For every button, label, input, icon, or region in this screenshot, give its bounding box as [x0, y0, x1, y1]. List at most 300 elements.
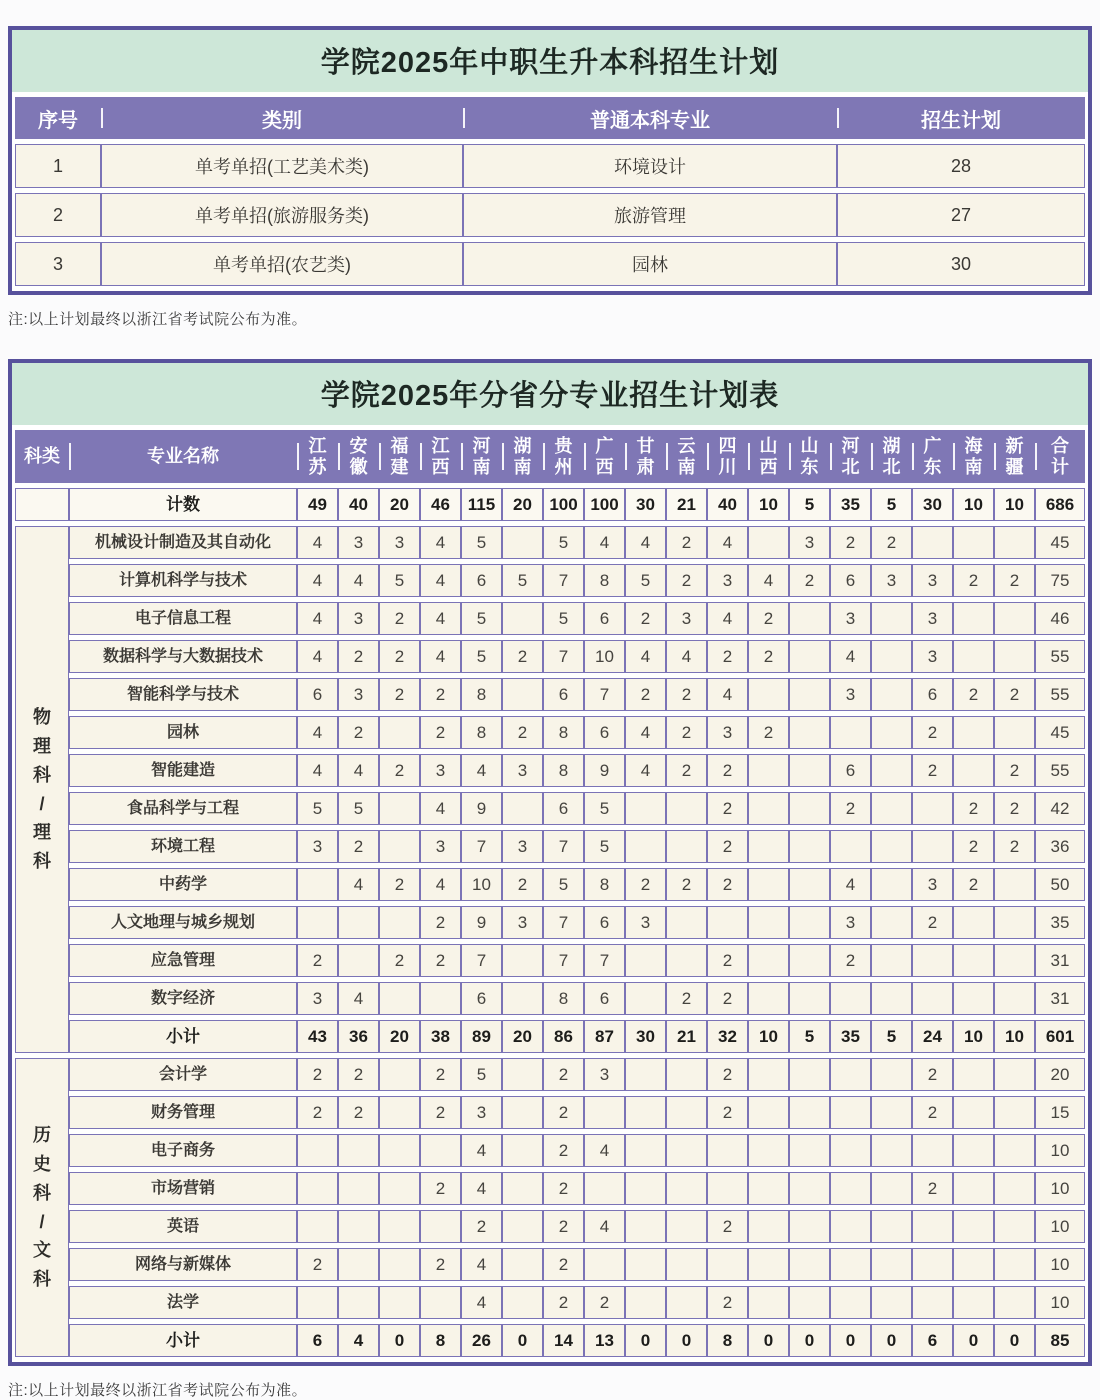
t2-value-cell: 4 — [461, 1134, 502, 1167]
t2-value-cell: 21 — [666, 488, 707, 521]
t2-value-cell: 3 — [625, 906, 666, 939]
t1-index-cell: 3 — [15, 242, 101, 286]
total-col-header — [1035, 430, 1085, 483]
t2-value-cell — [953, 1172, 994, 1205]
t2-value-cell — [338, 1134, 379, 1167]
t2-value-cell: 3 — [912, 640, 953, 673]
t2-value-cell — [789, 830, 830, 863]
t2-value-cell: 3 — [707, 564, 748, 597]
char: 江 — [308, 436, 327, 456]
t2-value-cell — [953, 944, 994, 977]
t2-value-cell — [666, 1248, 707, 1281]
t2-total-cell: 50 — [1035, 868, 1085, 901]
t2-total-cell: 46 — [1035, 602, 1085, 635]
t2-value-cell — [625, 1172, 666, 1205]
char: 科 — [33, 851, 51, 872]
t2-value-cell: 5 — [625, 564, 666, 597]
t2-total-cell: 10 — [1035, 1134, 1085, 1167]
t2-value-cell: 9 — [461, 906, 502, 939]
t2-value-cell: 5 — [379, 564, 420, 597]
char: 北 — [882, 456, 901, 477]
t2-value-cell: 2 — [502, 716, 543, 749]
t2-value-cell: 7 — [461, 830, 502, 863]
t2-value-cell: 3 — [420, 754, 461, 787]
table1-row — [15, 144, 1085, 188]
t2-value-cell — [871, 640, 912, 673]
t2-value-cell: 3 — [830, 602, 871, 635]
province-col-header-13 — [789, 430, 830, 483]
t2-value-cell — [789, 1134, 830, 1167]
t2-value-cell — [502, 1134, 543, 1167]
t2-value-cell — [871, 792, 912, 825]
t2-value-cell: 0 — [994, 1324, 1035, 1357]
t2-value-cell — [379, 1134, 420, 1167]
t2-value-cell — [502, 792, 543, 825]
t2-value-cell — [666, 1286, 707, 1319]
t2-value-cell — [994, 640, 1035, 673]
t2-value-cell: 2 — [666, 564, 707, 597]
t2-value-cell: 14 — [543, 1324, 584, 1357]
t2-major-cell: 机械设计制造及其自动化 — [69, 526, 297, 559]
t2-value-cell: 7 — [543, 564, 584, 597]
char: 疆 — [1005, 456, 1024, 477]
t2-value-cell — [994, 982, 1035, 1015]
t2-value-cell: 2 — [994, 754, 1035, 787]
t2-value-cell — [994, 1248, 1035, 1281]
t2-value-cell — [707, 1248, 748, 1281]
t2-value-cell: 8 — [461, 716, 502, 749]
t2-value-cell: 2 — [297, 1096, 338, 1129]
t1-category-cell: 单考单招(旅游服务类) — [101, 193, 463, 237]
t2-major-cell: 英语 — [69, 1210, 297, 1243]
t2-value-cell — [502, 1172, 543, 1205]
table2 — [15, 425, 1085, 1362]
t2-value-cell — [379, 1172, 420, 1205]
t2-value-cell — [830, 1210, 871, 1243]
t2-value-cell: 3 — [502, 754, 543, 787]
t2-value-cell: 0 — [953, 1324, 994, 1357]
t2-value-cell: 2 — [953, 868, 994, 901]
t2-value-cell: 6 — [584, 602, 625, 635]
t2-total-cell: 31 — [1035, 982, 1085, 1015]
char: / — [39, 1211, 45, 1232]
t2-value-cell — [830, 1286, 871, 1319]
t2-value-cell: 2 — [707, 982, 748, 1015]
char: 西 — [759, 456, 778, 477]
province-col-header-9 — [625, 430, 666, 483]
t2-total-cell: 10 — [1035, 1248, 1085, 1281]
t2-value-cell: 0 — [748, 1324, 789, 1357]
t2-value-cell: 5 — [461, 1058, 502, 1091]
t2-value-cell: 8 — [584, 564, 625, 597]
t2-major-row — [15, 602, 1085, 635]
t2-value-cell: 2 — [912, 1058, 953, 1091]
t2-value-cell: 4 — [338, 564, 379, 597]
t2-value-cell: 7 — [584, 944, 625, 977]
t2-value-cell — [748, 1096, 789, 1129]
t2-value-cell: 2 — [379, 754, 420, 787]
t2-value-cell — [297, 1210, 338, 1243]
t2-value-cell: 35 — [830, 488, 871, 521]
t2-value-cell — [338, 944, 379, 977]
t2-value-cell: 4 — [707, 602, 748, 635]
t2-value-cell: 2 — [379, 678, 420, 711]
char: 甘 — [636, 436, 655, 456]
t2-value-cell: 2 — [420, 678, 461, 711]
t2-major-cell: 数字经济 — [69, 982, 297, 1015]
t2-value-cell: 2 — [707, 1058, 748, 1091]
t2-value-cell — [748, 1172, 789, 1205]
t2-value-cell: 0 — [502, 1324, 543, 1357]
count-row-label: 计数 — [69, 488, 297, 521]
t2-value-cell — [666, 1134, 707, 1167]
t2-value-cell — [707, 906, 748, 939]
t2-total-cell: 45 — [1035, 716, 1085, 749]
t2-value-cell: 2 — [502, 640, 543, 673]
t2-value-cell: 8 — [543, 716, 584, 749]
char: 东 — [800, 456, 819, 477]
t2-value-cell: 2 — [338, 1096, 379, 1129]
char: 科 — [33, 1182, 51, 1203]
t2-value-cell: 4 — [584, 526, 625, 559]
t2-total-cell: 55 — [1035, 754, 1085, 787]
t2-value-cell: 2 — [666, 526, 707, 559]
t2-major-cell: 食品科学与工程 — [69, 792, 297, 825]
t2-value-cell — [748, 1286, 789, 1319]
t2-value-cell: 4 — [420, 792, 461, 825]
t2-value-cell — [994, 1096, 1035, 1129]
t2-value-cell — [789, 1248, 830, 1281]
province-col-header-16 — [912, 430, 953, 483]
t2-value-cell: 46 — [420, 488, 461, 521]
t2-value-cell — [502, 526, 543, 559]
t2-value-cell: 24 — [912, 1020, 953, 1053]
t2-value-cell — [871, 1248, 912, 1281]
t2-value-cell — [994, 1134, 1035, 1167]
t2-value-cell: 36 — [338, 1020, 379, 1053]
t2-value-cell — [871, 1286, 912, 1319]
t2-value-cell — [748, 792, 789, 825]
t2-value-cell: 87 — [584, 1020, 625, 1053]
t2-value-cell — [379, 792, 420, 825]
t2-value-cell: 6 — [912, 1324, 953, 1357]
t2-major-row — [15, 1286, 1085, 1319]
t2-value-cell — [748, 678, 789, 711]
t1-major-cell: 旅游管理 — [463, 193, 837, 237]
t2-value-cell — [871, 944, 912, 977]
char: 安 — [349, 436, 368, 456]
t2-value-cell: 5 — [502, 564, 543, 597]
t2-value-cell: 4 — [297, 564, 338, 597]
t2-value-cell: 0 — [379, 1324, 420, 1357]
t2-value-cell: 10 — [584, 640, 625, 673]
t2-major-cell: 法学 — [69, 1286, 297, 1319]
province-col-header-15 — [871, 430, 912, 483]
t2-value-cell — [748, 906, 789, 939]
char: 合 — [1051, 436, 1069, 456]
t2-value-cell — [502, 944, 543, 977]
t2-value-cell — [789, 944, 830, 977]
char: 湖 — [882, 436, 901, 456]
t2-total-cell: 42 — [1035, 792, 1085, 825]
t2-value-cell: 49 — [297, 488, 338, 521]
t2-value-cell — [830, 1134, 871, 1167]
char: 苏 — [308, 456, 327, 477]
char: 川 — [718, 456, 737, 477]
t2-value-cell: 2 — [912, 1172, 953, 1205]
t2-value-cell — [912, 1286, 953, 1319]
t2-value-cell — [379, 830, 420, 863]
t2-major-row — [15, 526, 1085, 559]
char: 新 — [1005, 436, 1024, 456]
t2-value-cell: 9 — [584, 754, 625, 787]
t2-value-cell — [830, 1058, 871, 1091]
t2-value-cell: 3 — [830, 678, 871, 711]
t2-value-cell: 2 — [871, 526, 912, 559]
t2-value-cell: 10 — [748, 1020, 789, 1053]
t2-value-cell: 2 — [625, 678, 666, 711]
t2-value-cell: 4 — [297, 526, 338, 559]
t2-value-cell: 6 — [543, 792, 584, 825]
t2-value-cell: 3 — [420, 830, 461, 863]
t2-value-cell — [297, 868, 338, 901]
t2-value-cell: 2 — [297, 1248, 338, 1281]
t2-total-cell: 55 — [1035, 640, 1085, 673]
t2-value-cell: 2 — [994, 830, 1035, 863]
table2-wrapper — [8, 359, 1092, 1366]
t2-value-cell — [666, 1172, 707, 1205]
char: 贵 — [554, 436, 573, 456]
t2-total-cell: 75 — [1035, 564, 1085, 597]
t2-value-cell: 86 — [543, 1020, 584, 1053]
t2-value-cell — [338, 1172, 379, 1205]
t2-value-cell: 26 — [461, 1324, 502, 1357]
t2-value-cell: 20 — [379, 1020, 420, 1053]
t2-value-cell — [584, 1248, 625, 1281]
t2-value-cell — [912, 1248, 953, 1281]
t2-value-cell: 5 — [297, 792, 338, 825]
t2-value-cell — [912, 982, 953, 1015]
char: 海 — [964, 436, 983, 456]
t2-value-cell: 3 — [338, 526, 379, 559]
t2-value-cell: 2 — [420, 1058, 461, 1091]
t2-major-row — [15, 868, 1085, 901]
char: 山 — [800, 436, 819, 456]
t2-value-cell: 4 — [830, 640, 871, 673]
t2-value-cell: 9 — [461, 792, 502, 825]
char: 河 — [472, 436, 491, 456]
t2-major-row — [15, 1248, 1085, 1281]
t2-value-cell — [789, 906, 830, 939]
t2-value-cell — [338, 906, 379, 939]
t2-value-cell: 10 — [461, 868, 502, 901]
category-spacer-cell — [15, 488, 69, 521]
t2-value-cell — [871, 1096, 912, 1129]
t2-value-cell — [789, 716, 830, 749]
table1-row — [15, 242, 1085, 286]
t2-value-cell — [502, 1286, 543, 1319]
t2-value-cell — [625, 1286, 666, 1319]
t2-major-cell: 会计学 — [69, 1058, 297, 1091]
t2-value-cell — [830, 982, 871, 1015]
t2-value-cell: 2 — [994, 564, 1035, 597]
t2-value-cell — [830, 830, 871, 863]
t2-value-cell: 2 — [707, 640, 748, 673]
t2-value-cell — [789, 1058, 830, 1091]
t2-value-cell — [625, 830, 666, 863]
char: 西 — [595, 456, 614, 477]
t2-value-cell: 8 — [707, 1324, 748, 1357]
t2-value-cell: 4 — [297, 754, 338, 787]
t2-value-cell: 2 — [994, 792, 1035, 825]
t2-major-row — [15, 830, 1085, 863]
table1-wrapper — [8, 26, 1092, 295]
t2-value-cell: 4 — [420, 564, 461, 597]
t2-total-cell: 20 — [1035, 1058, 1085, 1091]
t2-value-cell — [994, 1172, 1035, 1205]
t2-value-cell — [953, 1210, 994, 1243]
t2-value-cell: 2 — [420, 906, 461, 939]
t2-value-cell: 4 — [707, 678, 748, 711]
t2-value-cell: 2 — [666, 716, 707, 749]
char: 江 — [431, 436, 450, 456]
t2-value-cell — [994, 906, 1035, 939]
t2-value-cell: 2 — [707, 1286, 748, 1319]
t2-value-cell: 4 — [461, 1286, 502, 1319]
t2-value-cell: 43 — [297, 1020, 338, 1053]
t2-value-cell: 3 — [379, 526, 420, 559]
t2-total-cell: 35 — [1035, 906, 1085, 939]
table1-col-header-2: 类别 — [101, 97, 463, 139]
t2-value-cell — [953, 1248, 994, 1281]
t2-value-cell — [912, 792, 953, 825]
t2-value-cell: 2 — [338, 716, 379, 749]
t2-major-cell: 环境工程 — [69, 830, 297, 863]
t2-value-cell: 2 — [912, 906, 953, 939]
table1-note: 注:以上计划最终以浙江省考试院公布为准。 — [8, 311, 308, 328]
t2-value-cell: 21 — [666, 1020, 707, 1053]
t2-value-cell — [625, 1134, 666, 1167]
t2-value-cell: 2 — [830, 792, 871, 825]
t2-value-cell: 2 — [707, 1210, 748, 1243]
t2-value-cell — [912, 1210, 953, 1243]
t2-value-cell — [379, 906, 420, 939]
t2-value-cell: 5 — [789, 488, 830, 521]
t2-value-cell: 5 — [584, 792, 625, 825]
t2-value-cell: 2 — [338, 1058, 379, 1091]
t2-value-cell — [625, 944, 666, 977]
t2-value-cell: 2 — [707, 792, 748, 825]
t1-category-cell: 单考单招(农艺类) — [101, 242, 463, 286]
char: 福 — [390, 436, 409, 456]
t2-value-cell: 2 — [912, 754, 953, 787]
t2-value-cell — [502, 982, 543, 1015]
province-col-header-10 — [666, 430, 707, 483]
t2-value-cell: 2 — [748, 640, 789, 673]
t2-value-cell — [953, 982, 994, 1015]
t2-value-cell: 2 — [625, 602, 666, 635]
t2-value-cell: 2 — [666, 678, 707, 711]
t2-value-cell — [830, 1096, 871, 1129]
major-col-header: 专业名称 — [69, 430, 297, 483]
t2-value-cell: 2 — [912, 716, 953, 749]
t2-value-cell — [912, 944, 953, 977]
t2-value-cell — [912, 1134, 953, 1167]
t2-total-cell: 10 — [1035, 1286, 1085, 1319]
t2-value-cell: 100 — [543, 488, 584, 521]
t2-value-cell — [420, 1286, 461, 1319]
t2-value-cell — [871, 1210, 912, 1243]
t2-major-cell: 财务管理 — [69, 1096, 297, 1129]
subtotal-label: 小计 — [69, 1020, 297, 1053]
char: 南 — [472, 456, 491, 477]
t2-value-cell — [748, 1134, 789, 1167]
t2-value-cell: 4 — [297, 716, 338, 749]
t1-plan-cell: 30 — [837, 242, 1085, 286]
t2-value-cell: 4 — [420, 526, 461, 559]
t1-major-cell: 环境设计 — [463, 144, 837, 188]
province-col-header-17 — [953, 430, 994, 483]
t2-value-cell — [338, 1248, 379, 1281]
t2-value-cell: 0 — [625, 1324, 666, 1357]
t2-value-cell: 3 — [338, 602, 379, 635]
t2-value-cell: 5 — [338, 792, 379, 825]
t2-value-cell: 4 — [625, 716, 666, 749]
t2-value-cell: 2 — [379, 640, 420, 673]
t2-value-cell — [625, 982, 666, 1015]
t2-value-cell: 7 — [543, 906, 584, 939]
t2-value-cell — [912, 830, 953, 863]
t2-value-cell — [420, 1210, 461, 1243]
t2-value-cell — [830, 1172, 871, 1205]
t2-value-cell: 2 — [953, 564, 994, 597]
t2-value-cell: 2 — [666, 982, 707, 1015]
t2-value-cell: 100 — [584, 488, 625, 521]
t2-value-cell — [379, 1210, 420, 1243]
t2-value-cell: 2 — [666, 754, 707, 787]
t2-value-cell — [748, 944, 789, 977]
t2-value-cell: 10 — [994, 1020, 1035, 1053]
t2-major-cell: 计算机科学与技术 — [69, 564, 297, 597]
t2-value-cell: 5 — [584, 830, 625, 863]
province-col-header-1 — [297, 430, 338, 483]
t2-value-cell: 2 — [912, 1096, 953, 1129]
province-col-header-6 — [502, 430, 543, 483]
t2-value-cell: 4 — [297, 602, 338, 635]
t2-value-cell: 3 — [338, 678, 379, 711]
t2-major-cell: 电子商务 — [69, 1134, 297, 1167]
char: 肃 — [636, 456, 655, 477]
t2-value-cell: 6 — [584, 906, 625, 939]
t2-value-cell — [666, 944, 707, 977]
char: 科 — [33, 764, 51, 785]
t2-value-cell: 2 — [502, 868, 543, 901]
t2-value-cell: 2 — [543, 1210, 584, 1243]
t2-value-cell — [994, 1058, 1035, 1091]
char: 广 — [923, 436, 942, 456]
t2-value-cell — [379, 1248, 420, 1281]
t2-value-cell: 6 — [297, 1324, 338, 1357]
t2-value-cell: 2 — [625, 868, 666, 901]
t2-value-cell: 4 — [420, 602, 461, 635]
t2-major-cell: 应急管理 — [69, 944, 297, 977]
t2-value-cell: 38 — [420, 1020, 461, 1053]
char: 文 — [33, 1240, 51, 1261]
char: 理 — [33, 735, 51, 756]
t2-value-cell — [953, 754, 994, 787]
t2-value-cell — [953, 602, 994, 635]
t2-value-cell — [707, 1134, 748, 1167]
